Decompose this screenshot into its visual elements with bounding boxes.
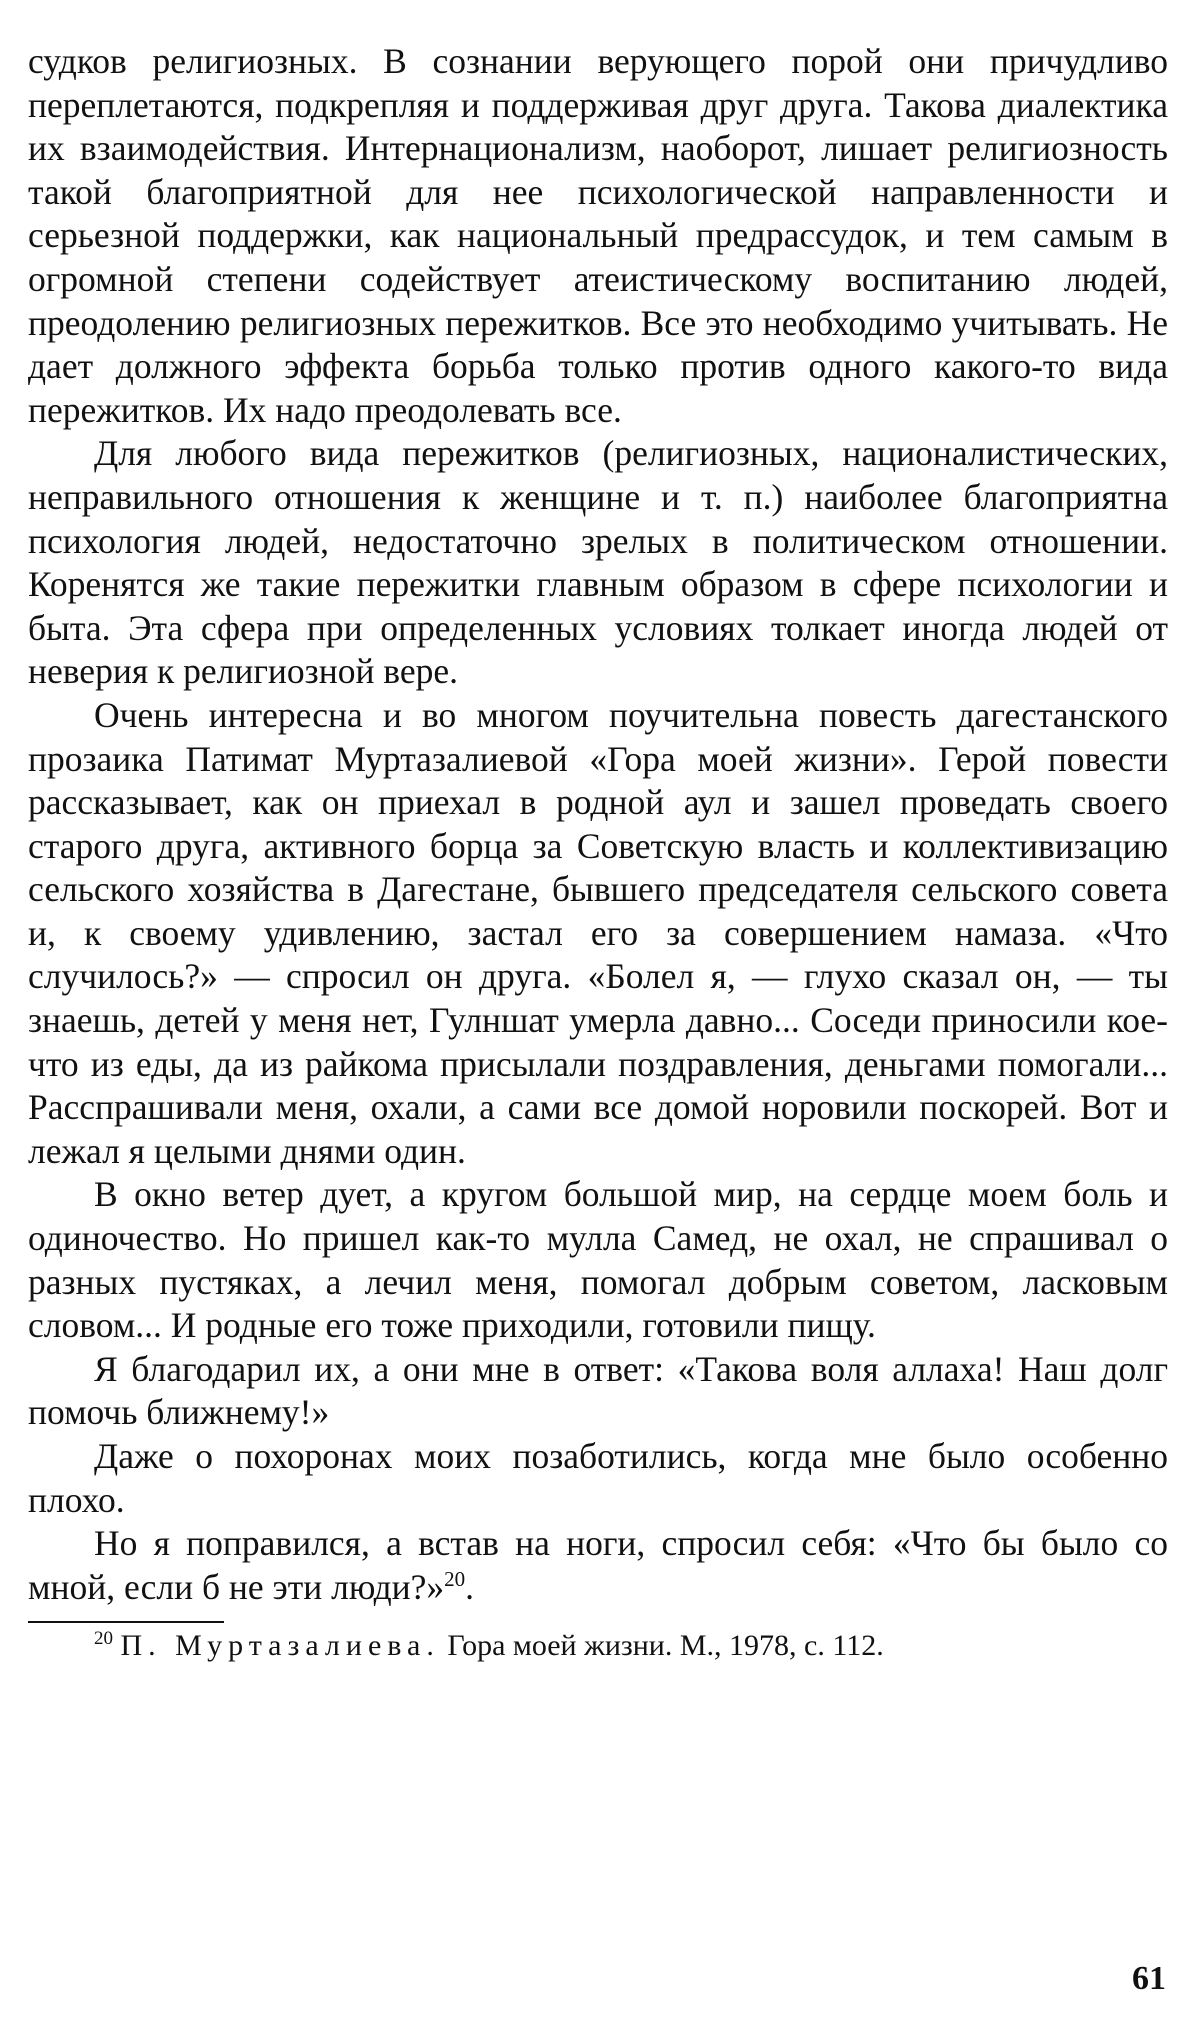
footnote-reference: 20 — [444, 1566, 466, 1591]
paragraph: Для любого вида пережитков (религиозных, националистических, неправильного отношения к женщине и т. п.) наиболее благоприятна психология людей, недостаточно зрелых в политическом отношении. Коренятся же такие пережитки главным образом в сфере психологии и быта. Эта сфера при определенных условиях толкает иногда людей от неверия к религиозной вере. — [28, 433, 1168, 692]
paragraph: Даже о похоронах моих позаботились, когда мне было особенно плохо. — [28, 1436, 1168, 1520]
main-text — [28, 40, 1168, 1609]
page-number: 61 — [1132, 1960, 1166, 1997]
paragraph: судков религиозных. В сознании верующего порой они причудливо переплетаются, подкрепляя и поддерживая друг друга. Такова диалектика их взаимодействия. Интернационализм, наоборот, лишает религиозность такой благоприятной для нее психологической направленности и серьезной поддержки, как национальный предрассудок, и тем самым в огромной степени содействует атеистическому воспитанию людей, преодолению религиозных пережитков. Все это необходимо учитывать. Не дает должного эффекта борьба только против одного какого-то вида пережитков. Их надо преодолевать все. — [28, 41, 1168, 430]
paragraph: Очень интересна и во многом поучительна повесть дагестанского прозаика Патимат Муртазалиевой «Гора моей жизни». Герой повести рассказывает, как он приехал в родной аул и зашел проведать своего старого друга, активного борца за Советскую власть и коллективизацию сельского хозяйства в Дагестане, бывшего председателя сельского совета и, к своему удивлению, застал его за совершением намаза. «Что случилось?» — спросил он друга. «Болел я, — глухо сказал он, — ты знаешь, детей у меня нет, Гулншат умерла давно... Соседи приносили кое-что из еды, да из райкома присылали поздравления, деньгами помогали... Расспрашивали меня, охали, а сами все домой норовили поскорей. Вот и лежал я целыми днями один. — [28, 694, 1168, 1171]
page-content — [28, 40, 1168, 1665]
footnote — [28, 1627, 1168, 1665]
footnote-divider — [28, 1621, 224, 1623]
paragraph-text: Но я поправился, а встав на ноги, спросил себя: «Что бы было со мной, если б не эти люди?» — [28, 1523, 1168, 1607]
paragraph: Я благодарил их, а они мне в ответ: «Такова воля аллаха! Наш долг помочь ближнему!» — [28, 1348, 1168, 1433]
paragraph: В окно ветер дует, а кругом большой мир, на сердце моем боль и одиночество. Но пришел как-то мулла Самед, не охал, не спрашивал о разных пустяках, а лечил меня, помогал добрым советом, ласковым словом... И родные его тоже приходили, готовили пищу. — [28, 1174, 1168, 1346]
paragraph-end: . — [465, 1566, 475, 1607]
paragraph-last — [28, 1522, 1168, 1609]
footnote-citation: Гора моей жизни. М., 1978, с. 112. — [447, 1629, 884, 1663]
footnote-author: П. Муртазалиева. — [120, 1629, 440, 1663]
footnote-marker: 20 — [94, 1628, 113, 1650]
